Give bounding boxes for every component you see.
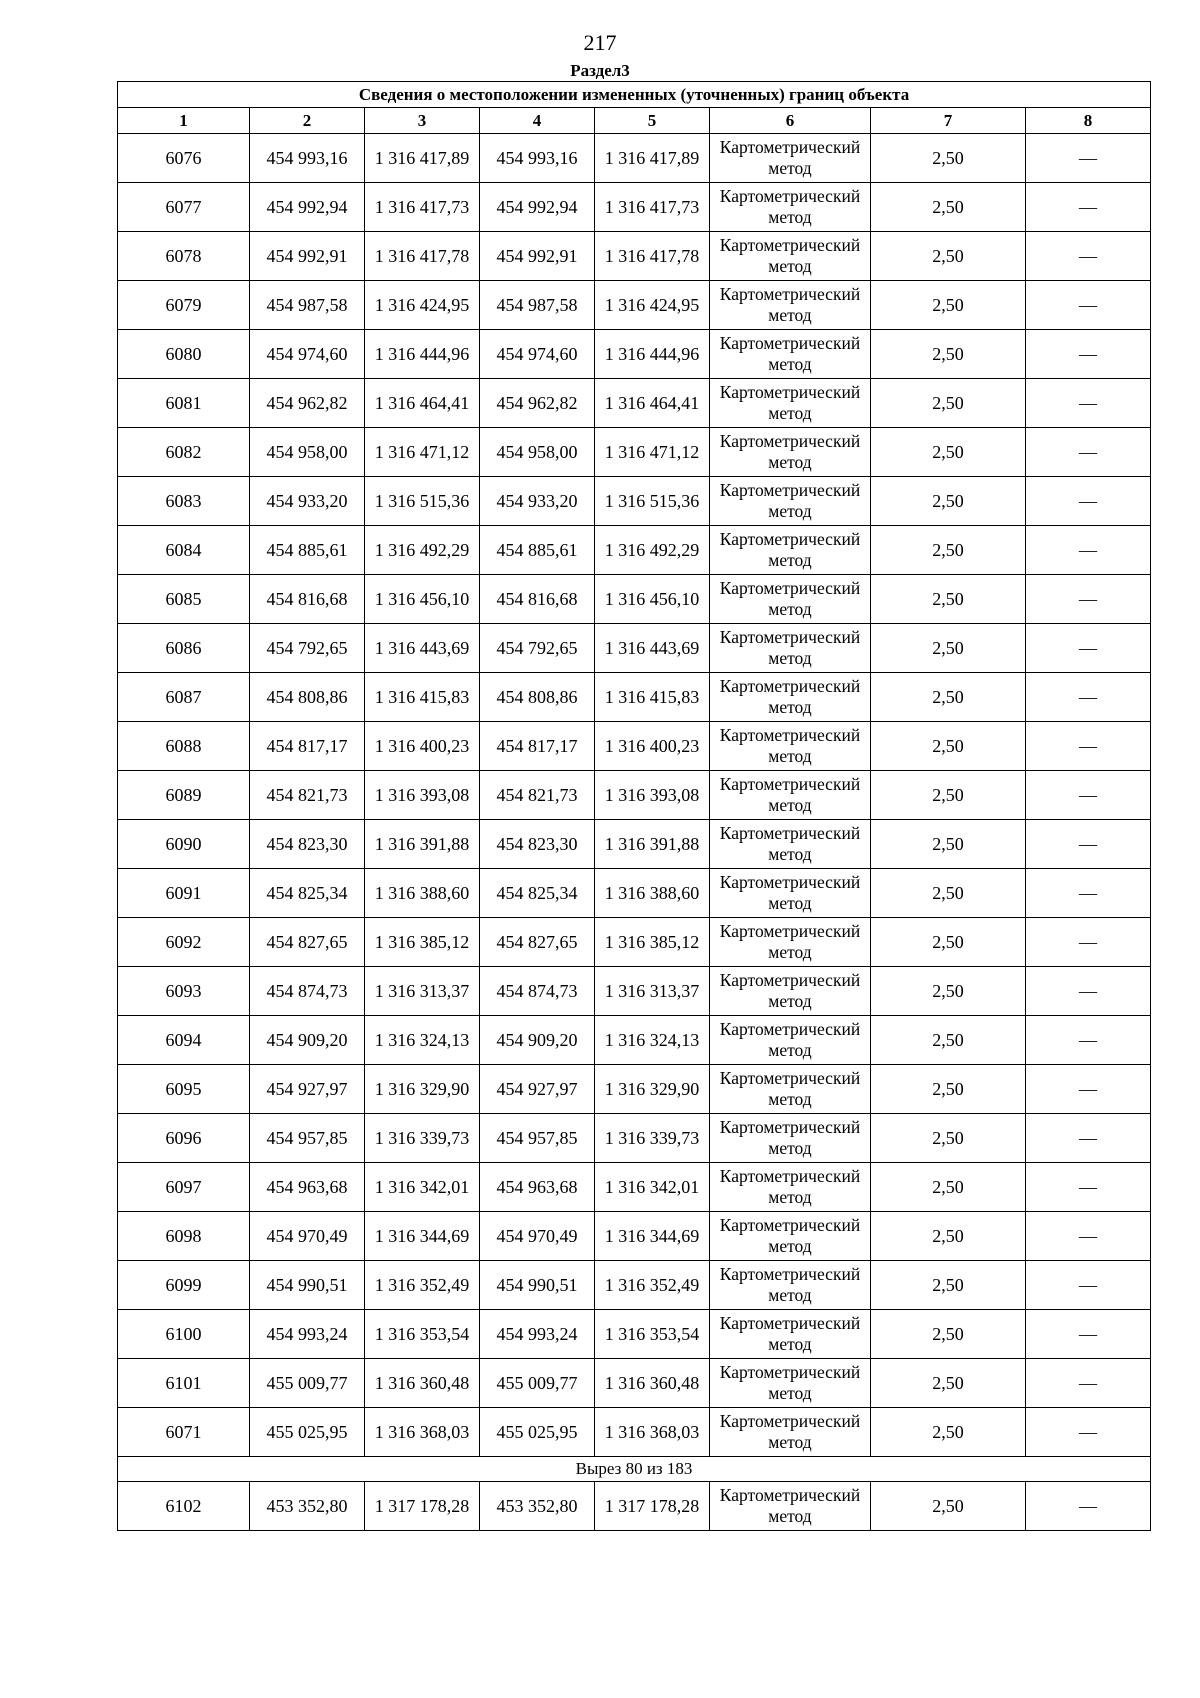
method-cell: Картометрический метод xyxy=(710,771,871,820)
x-new-cell: 454 974,60 xyxy=(480,330,595,379)
x-old-cell: 454 817,17 xyxy=(250,722,365,771)
method-cell: Картометрический метод xyxy=(710,1016,871,1065)
point-number-cell: 6102 xyxy=(118,1482,250,1531)
accuracy-cell: 2,50 xyxy=(871,232,1026,281)
point-number-cell: 6080 xyxy=(118,330,250,379)
y-old-cell: 1 316 515,36 xyxy=(365,477,480,526)
x-new-cell: 454 927,97 xyxy=(480,1065,595,1114)
accuracy-cell: 2,50 xyxy=(871,1482,1026,1531)
y-old-cell: 1 316 313,37 xyxy=(365,967,480,1016)
point-number-cell: 6086 xyxy=(118,624,250,673)
accuracy-cell: 2,50 xyxy=(871,134,1026,183)
point-number-cell: 6099 xyxy=(118,1261,250,1310)
accuracy-cell: 2,50 xyxy=(871,1016,1026,1065)
method-cell: Картометрический метод xyxy=(710,967,871,1016)
x-new-cell: 454 987,58 xyxy=(480,281,595,330)
note-cell: — xyxy=(1026,575,1151,624)
x-new-cell: 454 817,17 xyxy=(480,722,595,771)
point-number-cell: 6095 xyxy=(118,1065,250,1114)
note-cell: — xyxy=(1026,428,1151,477)
y-old-cell: 1 316 391,88 xyxy=(365,820,480,869)
x-new-cell: 454 963,68 xyxy=(480,1163,595,1212)
accuracy-cell: 2,50 xyxy=(871,575,1026,624)
y-new-cell: 1 316 329,90 xyxy=(595,1065,710,1114)
x-old-cell: 454 885,61 xyxy=(250,526,365,575)
table-caption: Сведения о местоположении измененных (уточненных) границ объекта xyxy=(118,82,1151,108)
x-new-cell: 454 823,30 xyxy=(480,820,595,869)
section-title: Раздел3 xyxy=(570,61,630,80)
method-cell: Картометрический метод xyxy=(710,281,871,330)
method-cell: Картометрический метод xyxy=(710,134,871,183)
note-cell: — xyxy=(1026,722,1151,771)
point-number-cell: 6089 xyxy=(118,771,250,820)
y-new-cell: 1 316 360,48 xyxy=(595,1359,710,1408)
point-number-cell: 6096 xyxy=(118,1114,250,1163)
y-new-cell: 1 316 515,36 xyxy=(595,477,710,526)
point-number-cell: 6097 xyxy=(118,1163,250,1212)
accuracy-cell: 2,50 xyxy=(871,624,1026,673)
accuracy-cell: 2,50 xyxy=(871,379,1026,428)
method-cell: Картометрический метод xyxy=(710,869,871,918)
y-new-cell: 1 316 443,69 xyxy=(595,624,710,673)
y-old-cell: 1 316 368,03 xyxy=(365,1408,480,1457)
y-old-cell: 1 316 400,23 xyxy=(365,722,480,771)
note-cell: — xyxy=(1026,1359,1151,1408)
y-new-cell: 1 316 385,12 xyxy=(595,918,710,967)
x-new-cell: 454 816,68 xyxy=(480,575,595,624)
method-cell: Картометрический метод xyxy=(710,1482,871,1531)
method-cell: Картометрический метод xyxy=(710,575,871,624)
point-number-cell: 6092 xyxy=(118,918,250,967)
y-new-cell: 1 316 353,54 xyxy=(595,1310,710,1359)
table-row xyxy=(118,526,1151,575)
note-cell: — xyxy=(1026,379,1151,428)
x-old-cell: 453 352,80 xyxy=(250,1482,365,1531)
column-header: 5 xyxy=(595,108,710,134)
column-header: 2 xyxy=(250,108,365,134)
accuracy-cell: 2,50 xyxy=(871,722,1026,771)
y-new-cell: 1 316 324,13 xyxy=(595,1016,710,1065)
y-old-cell: 1 316 342,01 xyxy=(365,1163,480,1212)
table-row xyxy=(118,134,1151,183)
method-cell: Картометрический метод xyxy=(710,624,871,673)
point-number-cell: 6079 xyxy=(118,281,250,330)
point-number-cell: 6101 xyxy=(118,1359,250,1408)
method-cell: Картометрический метод xyxy=(710,330,871,379)
table-row xyxy=(118,281,1151,330)
y-old-cell: 1 316 444,96 xyxy=(365,330,480,379)
x-old-cell: 454 970,49 xyxy=(250,1212,365,1261)
table-row xyxy=(118,624,1151,673)
point-number-cell: 6093 xyxy=(118,967,250,1016)
table-row xyxy=(118,673,1151,722)
note-cell: — xyxy=(1026,1482,1151,1531)
x-new-cell: 454 808,86 xyxy=(480,673,595,722)
y-old-cell: 1 316 385,12 xyxy=(365,918,480,967)
x-old-cell: 454 808,86 xyxy=(250,673,365,722)
method-cell: Картометрический метод xyxy=(710,673,871,722)
note-cell: — xyxy=(1026,1114,1151,1163)
method-cell: Картометрический метод xyxy=(710,526,871,575)
point-number-cell: 6082 xyxy=(118,428,250,477)
table-row xyxy=(118,918,1151,967)
note-cell: — xyxy=(1026,1310,1151,1359)
method-cell: Картометрический метод xyxy=(710,1163,871,1212)
column-header: 6 xyxy=(710,108,871,134)
y-new-cell: 1 316 391,88 xyxy=(595,820,710,869)
point-number-cell: 6100 xyxy=(118,1310,250,1359)
accuracy-cell: 2,50 xyxy=(871,918,1026,967)
note-cell: — xyxy=(1026,1163,1151,1212)
x-new-cell: 454 957,85 xyxy=(480,1114,595,1163)
note-cell: — xyxy=(1026,1016,1151,1065)
x-new-cell: 454 992,91 xyxy=(480,232,595,281)
x-old-cell: 454 993,16 xyxy=(250,134,365,183)
x-new-cell: 454 992,94 xyxy=(480,183,595,232)
table-row xyxy=(118,771,1151,820)
y-new-cell: 1 316 417,73 xyxy=(595,183,710,232)
method-cell: Картометрический метод xyxy=(710,1065,871,1114)
x-old-cell: 454 990,51 xyxy=(250,1261,365,1310)
method-cell: Картометрический метод xyxy=(710,1310,871,1359)
x-old-cell: 454 823,30 xyxy=(250,820,365,869)
note-cell: — xyxy=(1026,134,1151,183)
column-header: 8 xyxy=(1026,108,1151,134)
y-old-cell: 1 316 464,41 xyxy=(365,379,480,428)
method-cell: Картометрический метод xyxy=(710,428,871,477)
table-row xyxy=(118,1310,1151,1359)
y-old-cell: 1 316 324,13 xyxy=(365,1016,480,1065)
x-new-cell: 455 025,95 xyxy=(480,1408,595,1457)
method-cell: Картометрический метод xyxy=(710,1359,871,1408)
y-new-cell: 1 316 388,60 xyxy=(595,869,710,918)
accuracy-cell: 2,50 xyxy=(871,967,1026,1016)
note-cell: — xyxy=(1026,183,1151,232)
x-new-cell: 454 990,51 xyxy=(480,1261,595,1310)
x-new-cell: 454 970,49 xyxy=(480,1212,595,1261)
x-old-cell: 454 987,58 xyxy=(250,281,365,330)
note-cell: — xyxy=(1026,967,1151,1016)
y-old-cell: 1 316 415,83 xyxy=(365,673,480,722)
y-new-cell: 1 316 417,78 xyxy=(595,232,710,281)
method-cell: Картометрический метод xyxy=(710,477,871,526)
note-cell: — xyxy=(1026,1261,1151,1310)
accuracy-cell: 2,50 xyxy=(871,1310,1026,1359)
note-cell: — xyxy=(1026,526,1151,575)
accuracy-cell: 2,50 xyxy=(871,183,1026,232)
x-old-cell: 454 874,73 xyxy=(250,967,365,1016)
y-new-cell: 1 316 417,89 xyxy=(595,134,710,183)
point-number-cell: 6094 xyxy=(118,1016,250,1065)
y-new-cell: 1 316 313,37 xyxy=(595,967,710,1016)
y-new-cell: 1 316 444,96 xyxy=(595,330,710,379)
accuracy-cell: 2,50 xyxy=(871,1065,1026,1114)
note-cell: — xyxy=(1026,771,1151,820)
table-row xyxy=(118,1114,1151,1163)
x-old-cell: 454 933,20 xyxy=(250,477,365,526)
point-number-cell: 6083 xyxy=(118,477,250,526)
x-new-cell: 454 993,16 xyxy=(480,134,595,183)
y-new-cell: 1 316 471,12 xyxy=(595,428,710,477)
x-old-cell: 454 816,68 xyxy=(250,575,365,624)
y-old-cell: 1 316 393,08 xyxy=(365,771,480,820)
column-header: 7 xyxy=(871,108,1026,134)
x-new-cell: 454 792,65 xyxy=(480,624,595,673)
x-new-cell: 454 958,00 xyxy=(480,428,595,477)
y-old-cell: 1 316 352,49 xyxy=(365,1261,480,1310)
method-cell: Картометрический метод xyxy=(710,1114,871,1163)
table-row xyxy=(118,722,1151,771)
y-new-cell: 1 316 342,01 xyxy=(595,1163,710,1212)
x-new-cell: 454 821,73 xyxy=(480,771,595,820)
accuracy-cell: 2,50 xyxy=(871,1261,1026,1310)
table-row xyxy=(118,1261,1151,1310)
y-old-cell: 1 316 417,73 xyxy=(365,183,480,232)
table-row xyxy=(118,1482,1151,1531)
method-cell: Картометрический метод xyxy=(710,379,871,428)
accuracy-cell: 2,50 xyxy=(871,771,1026,820)
note-cell: — xyxy=(1026,820,1151,869)
note-cell: — xyxy=(1026,330,1151,379)
y-new-cell: 1 316 339,73 xyxy=(595,1114,710,1163)
y-new-cell: 1 316 344,69 xyxy=(595,1212,710,1261)
table-row xyxy=(118,1065,1151,1114)
table-row xyxy=(118,1163,1151,1212)
accuracy-cell: 2,50 xyxy=(871,428,1026,477)
y-old-cell: 1 316 329,90 xyxy=(365,1065,480,1114)
x-old-cell: 455 025,95 xyxy=(250,1408,365,1457)
accuracy-cell: 2,50 xyxy=(871,820,1026,869)
point-number-cell: 6071 xyxy=(118,1408,250,1457)
note-cell: — xyxy=(1026,673,1151,722)
y-old-cell: 1 316 339,73 xyxy=(365,1114,480,1163)
method-cell: Картометрический метод xyxy=(710,820,871,869)
x-new-cell: 454 874,73 xyxy=(480,967,595,1016)
x-new-cell: 454 993,24 xyxy=(480,1310,595,1359)
x-old-cell: 454 792,65 xyxy=(250,624,365,673)
table-row xyxy=(118,477,1151,526)
accuracy-cell: 2,50 xyxy=(871,869,1026,918)
point-number-cell: 6076 xyxy=(118,134,250,183)
note-cell: — xyxy=(1026,1212,1151,1261)
accuracy-cell: 2,50 xyxy=(871,1359,1026,1408)
point-number-cell: 6078 xyxy=(118,232,250,281)
x-old-cell: 454 821,73 xyxy=(250,771,365,820)
coordinates-table xyxy=(117,81,1151,1531)
y-old-cell: 1 316 388,60 xyxy=(365,869,480,918)
method-cell: Картометрический метод xyxy=(710,232,871,281)
point-number-cell: 6098 xyxy=(118,1212,250,1261)
x-old-cell: 454 992,94 xyxy=(250,183,365,232)
point-number-cell: 6091 xyxy=(118,869,250,918)
x-old-cell: 454 963,68 xyxy=(250,1163,365,1212)
x-old-cell: 454 958,00 xyxy=(250,428,365,477)
table-row xyxy=(118,1408,1151,1457)
x-old-cell: 454 962,82 xyxy=(250,379,365,428)
table-row xyxy=(118,575,1151,624)
y-new-cell: 1 316 492,29 xyxy=(595,526,710,575)
column-number-row xyxy=(118,108,1151,134)
y-old-cell: 1 316 443,69 xyxy=(365,624,480,673)
table-row xyxy=(118,183,1151,232)
page-number: 217 xyxy=(583,30,617,55)
column-header: 4 xyxy=(480,108,595,134)
x-new-cell: 454 885,61 xyxy=(480,526,595,575)
y-new-cell: 1 316 464,41 xyxy=(595,379,710,428)
y-new-cell: 1 317 178,28 xyxy=(595,1482,710,1531)
note-cell: — xyxy=(1026,232,1151,281)
point-number-cell: 6081 xyxy=(118,379,250,428)
table-row xyxy=(118,820,1151,869)
accuracy-cell: 2,50 xyxy=(871,1408,1026,1457)
method-cell: Картометрический метод xyxy=(710,918,871,967)
point-number-cell: 6077 xyxy=(118,183,250,232)
method-cell: Картометрический метод xyxy=(710,183,871,232)
column-header: 3 xyxy=(365,108,480,134)
accuracy-cell: 2,50 xyxy=(871,1163,1026,1212)
note-cell: — xyxy=(1026,281,1151,330)
y-old-cell: 1 316 417,78 xyxy=(365,232,480,281)
column-header: 1 xyxy=(118,108,250,134)
y-new-cell: 1 316 424,95 xyxy=(595,281,710,330)
note-cell: — xyxy=(1026,869,1151,918)
x-old-cell: 454 909,20 xyxy=(250,1016,365,1065)
x-new-cell: 454 962,82 xyxy=(480,379,595,428)
y-new-cell: 1 316 368,03 xyxy=(595,1408,710,1457)
method-cell: Картометрический метод xyxy=(710,1212,871,1261)
note-cell: — xyxy=(1026,1065,1151,1114)
note-cell: — xyxy=(1026,1408,1151,1457)
y-old-cell: 1 316 471,12 xyxy=(365,428,480,477)
x-new-cell: 454 909,20 xyxy=(480,1016,595,1065)
accuracy-cell: 2,50 xyxy=(871,1212,1026,1261)
x-new-cell: 454 827,65 xyxy=(480,918,595,967)
accuracy-cell: 2,50 xyxy=(871,477,1026,526)
accuracy-cell: 2,50 xyxy=(871,1114,1026,1163)
x-new-cell: 455 009,77 xyxy=(480,1359,595,1408)
y-old-cell: 1 316 424,95 xyxy=(365,281,480,330)
y-new-cell: 1 316 393,08 xyxy=(595,771,710,820)
point-number-cell: 6084 xyxy=(118,526,250,575)
y-old-cell: 1 316 344,69 xyxy=(365,1212,480,1261)
accuracy-cell: 2,50 xyxy=(871,281,1026,330)
accuracy-cell: 2,50 xyxy=(871,330,1026,379)
x-new-cell: 454 933,20 xyxy=(480,477,595,526)
y-old-cell: 1 316 360,48 xyxy=(365,1359,480,1408)
cut-label-row xyxy=(118,1457,1151,1482)
x-old-cell: 454 957,85 xyxy=(250,1114,365,1163)
table-row xyxy=(118,1359,1151,1408)
x-old-cell: 454 992,91 xyxy=(250,232,365,281)
y-old-cell: 1 316 353,54 xyxy=(365,1310,480,1359)
accuracy-cell: 2,50 xyxy=(871,673,1026,722)
y-new-cell: 1 316 352,49 xyxy=(595,1261,710,1310)
table-row xyxy=(118,379,1151,428)
note-cell: — xyxy=(1026,918,1151,967)
note-cell: — xyxy=(1026,477,1151,526)
x-new-cell: 454 825,34 xyxy=(480,869,595,918)
table-row xyxy=(118,869,1151,918)
y-old-cell: 1 316 456,10 xyxy=(365,575,480,624)
point-number-cell: 6087 xyxy=(118,673,250,722)
x-old-cell: 454 974,60 xyxy=(250,330,365,379)
table-row xyxy=(118,967,1151,1016)
x-old-cell: 454 927,97 xyxy=(250,1065,365,1114)
table-row xyxy=(118,330,1151,379)
accuracy-cell: 2,50 xyxy=(871,526,1026,575)
y-new-cell: 1 316 415,83 xyxy=(595,673,710,722)
method-cell: Картометрический метод xyxy=(710,1408,871,1457)
x-old-cell: 454 993,24 xyxy=(250,1310,365,1359)
note-cell: — xyxy=(1026,624,1151,673)
table-row xyxy=(118,1016,1151,1065)
y-new-cell: 1 316 400,23 xyxy=(595,722,710,771)
x-new-cell: 453 352,80 xyxy=(480,1482,595,1531)
point-number-cell: 6090 xyxy=(118,820,250,869)
point-number-cell: 6085 xyxy=(118,575,250,624)
method-cell: Картометрический метод xyxy=(710,1261,871,1310)
x-old-cell: 454 825,34 xyxy=(250,869,365,918)
table-row xyxy=(118,428,1151,477)
cut-label: Вырез 80 из 183 xyxy=(118,1457,1151,1482)
table-body xyxy=(118,134,1151,1531)
y-old-cell: 1 317 178,28 xyxy=(365,1482,480,1531)
x-old-cell: 454 827,65 xyxy=(250,918,365,967)
y-new-cell: 1 316 456,10 xyxy=(595,575,710,624)
table-row xyxy=(118,232,1151,281)
y-old-cell: 1 316 492,29 xyxy=(365,526,480,575)
table-row xyxy=(118,1212,1151,1261)
x-old-cell: 455 009,77 xyxy=(250,1359,365,1408)
point-number-cell: 6088 xyxy=(118,722,250,771)
method-cell: Картометрический метод xyxy=(710,722,871,771)
y-old-cell: 1 316 417,89 xyxy=(365,134,480,183)
